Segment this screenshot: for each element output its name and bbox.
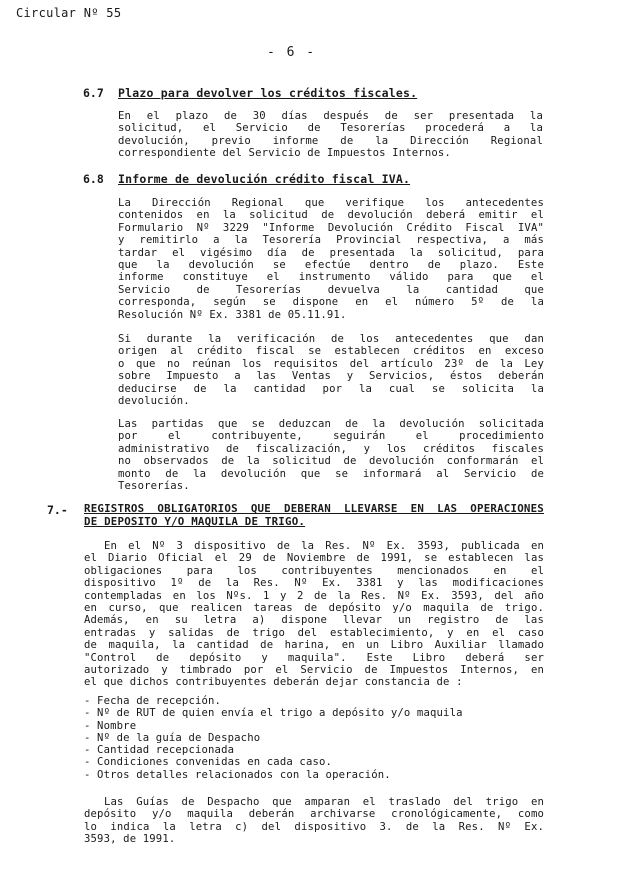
list-item: - Nº de la guía de Despacho [84,731,261,744]
paragraph-line: o que no reúnan los requisitos del artículo 23º de la Ley [118,357,544,370]
paragraph-line: Tesorerías. [118,480,190,493]
paragraph-line: Además, en su letra a) dispone llevar un registro de las [84,614,544,627]
paragraph-line: que la devolución se efectúe dentro de plazo. Este [118,259,544,272]
paragraph-line: La Dirección Regional que verifique los antecedentes [118,197,544,209]
paragraph-line: correspondiente del Servicio de Impuestos Internos. [118,147,451,160]
section-6-7-title: Plazo para devolver los créditos fiscales. [118,86,418,100]
paragraph-line: Servicio de Tesorerías devuelva la cantidad que [118,283,544,296]
paragraph-line: Resolución Nº Ex. 3381 de 05.11.91. [118,308,347,321]
section-7-number: 7.- [47,503,68,517]
section-7-title [84,502,544,528]
section-7-paragraph-2 [84,796,544,846]
list-item: - Nombre [84,719,137,732]
paragraph-line: en curso, que realicen tareas de depósito y/o maquila de trigo. [84,602,544,615]
paragraph-line: monto de la devolución que se informará al Servicio de [118,467,544,480]
section-6-8-paragraph-1 [118,197,544,321]
section-7-list [84,695,463,781]
section-6-8-title: Informe de devolución crédito fiscal IVA. [118,172,411,186]
section-7-paragraph-1 [84,540,544,689]
paragraph-line: por el contribuyente, seguirán el procedimiento [118,430,544,443]
paragraph-line: tardar el vigésimo día de presentada la solicitud, para [118,246,544,259]
section-6-8-paragraph-2 [118,333,544,407]
paragraph-line: sobre Impuesto a las Ventas y Servicios, éstos deberán [118,370,544,383]
paragraph-line: y remitirlo a la Tesorería Provincial respectiva, a más [118,234,544,247]
paragraph-line: contempladas en los Nºs. 1 y 2 de la Res. Nº Ex. 3593, del año [84,589,544,602]
list-item: - Condiciones convenidas en cada caso. [84,756,333,769]
paragraph-line: autorizado y timbrado por el Servicio de Impuestos Internos, en [84,664,544,677]
paragraph-line: dispositivo 1º de la Res. Nº Ex. 3381 y las modificaciones [84,577,544,590]
list-item: - Otros detalles relacionados con la operación. [84,768,391,781]
paragraph-line: no observados de la solicitud de devolución conformarán el [118,455,544,468]
list-item: - Nº de RUT de quien envía el trigo a depósito y/o maquila [84,707,463,720]
paragraph-line: administrativo de fiscalización, y los créditos fiscales [118,442,544,455]
paragraph-line: devolución, previo informe de la Dirección Regional [118,134,543,147]
circular-header: Circular Nº 55 [16,6,122,20]
section-6-7-paragraph [118,110,543,160]
paragraph-line: devolución. [118,395,190,408]
list-item: - Fecha de recepción. [84,695,222,707]
paragraph-line: entradas y salidas de trigo del establecimiento, y en el caso [84,626,544,639]
section-6-8-number: 6.8 [83,172,104,186]
paragraph-line: corresponda, según se dispone en el número 5º de la [118,296,544,309]
paragraph-line: deducirse de la cantidad por la cual se solicita la [118,382,544,395]
paragraph-line: el que dichos contribuyentes deberán dejar constancia de : [84,676,463,689]
paragraph-line: contenidos en la solicitud de devolución deberá emitir el [118,209,544,222]
paragraph-line: Las partidas que se deduzcan de la devolución solicitada [118,418,544,430]
page-number: - 6 - [267,45,317,60]
paragraph-line: depósito y/o maquila deberán archivarse cronológicamente, como [84,808,544,821]
paragraph-line: el Diario Oficial el 29 de Noviembre de 1991, se establecen las [84,552,544,565]
title-line: REGISTROS OBLIGATORIOS QUE DEBERAN LLEVARSE EN LAS OPERACIONES [84,502,544,515]
paragraph-line: Si durante la verificación de los antecedentes que dan [118,333,544,345]
section-6-8-paragraph-3 [118,418,544,492]
paragraph-line: Formulario Nº 3229 "Informe Devolución Crédito Fiscal IVA" [118,221,544,234]
paragraph-line: En el plazo de 30 días después de ser presentada la [118,110,543,122]
paragraph-line: de maquila, la cantidad de harina, en un Libro Auxiliar llamado [84,639,544,652]
paragraph-line: informe constituye el instrumento válido para que el [118,271,544,284]
paragraph-line: obligaciones para los contribuyentes mencionados en el [84,564,544,577]
paragraph-line: "Control de depósito y maquila". Este Libro deberá ser [84,651,544,664]
list-item: - Cantidad recepcionada [84,744,235,757]
section-6-7-number: 6.7 [83,86,104,100]
paragraph-line: lo indica la letra c) del dispositivo 3. de la Res. Nº Ex. [84,820,544,833]
paragraph-line: origen al crédito fiscal se establecen créditos en exceso [118,345,544,358]
paragraph-line: Las Guías de Despacho que amparan el traslado del trigo en [104,796,544,808]
title-line: DE DEPOSITO Y/O MAQUILA DE TRIGO. [84,515,306,528]
paragraph-line: 3593, de 1991. [84,833,176,846]
paragraph-line: En el Nº 3 dispositivo de la Res. Nº Ex. 3593, publicada en [104,540,544,552]
paragraph-line: solicitud, el Servicio de Tesorerías procederá a la [118,122,543,135]
